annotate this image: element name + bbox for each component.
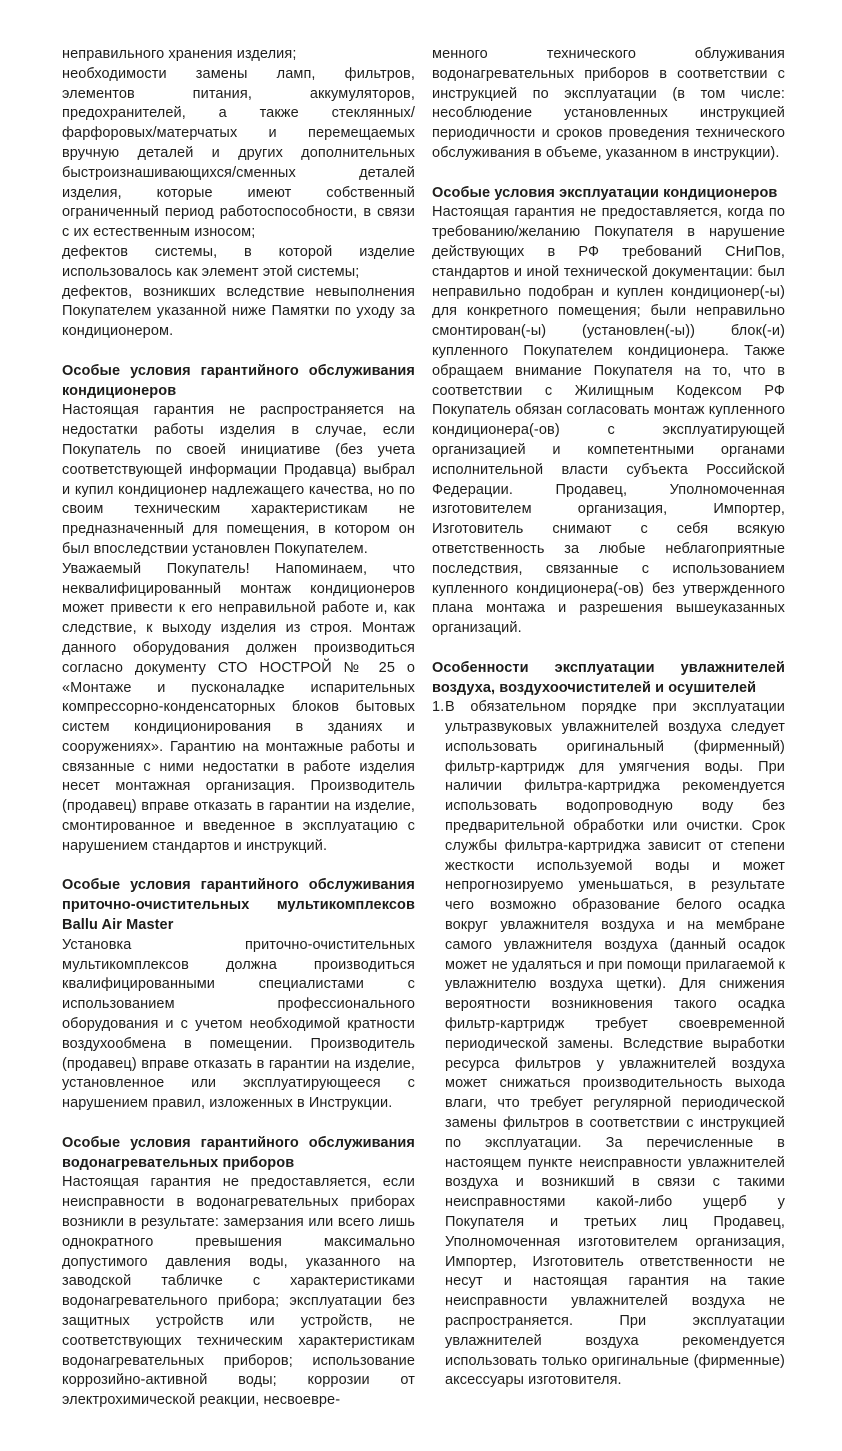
paragraph: Настоящая гарантия не предоставляется, если неисправности в водонагревательных приборах возникли в результате: замерзания или всего лишь однократного превышения максимально допустимого давления воды, указанного на заводской табличке с характеристиками водонагревательного прибора; эксплуатации без защитных устройств или устройств, не соответствующих техническим характеристикам водонагревательных приборов; использование коррозийно-активной воды; коррозии от электрохимической реакции, несвоевре- <box>62 1174 415 1409</box>
right-column <box>432 45 785 1411</box>
section-heading: Особенности эксплуатации увлажнителей воздуха, воздухоочистителей и осушителей <box>432 659 785 696</box>
section-heading: Особые условия гарантийного обслуживания водонагревательных приборов <box>62 1134 415 1171</box>
paragraph: менного технического облуживания водонагревательных приборов в соответствии с инструкцией по эксплуатации (в том числе: несоблюдение установленных инструкцией периодичности и сроков проведения технического обслуживания в объеме, указанном в инструкции). <box>432 46 785 161</box>
section-heading: Особые условия эксплуатации кондиционеров <box>432 184 778 201</box>
left-column <box>62 45 415 1411</box>
list-item: дефектов, возникших вследствие невыполнения Покупателем указанной ниже Памятки по уходу за кондиционером. <box>62 283 415 340</box>
paragraph: Настоящая гарантия не предоставляется, когда по требованию/желанию Покупателя в нарушение действующих в РФ требований СНиПов, стандартов и иной технической документации: был неправильно подобран и куплен кондиционер(-ы) для конкретного помещения; были неправильно смонтирован(-ы) (установлен(-ы)) блок(-и) купленного Покупателем кондиционера. Также обращаем внимание Покупателя на то, что в соответствии с Жилищным Кодексом РФ Покупатель обязан согласовать монтаж купленного кондиционера(-ов) с эксплуатирующей организацией и компетентными органами исполнительной власти субъекта Российской Федерации. Продавец, Уполномоченная изготовителем организация, Импортер, Изготовитель снимают с себя всякую ответственность за любые неблагоприятные последствия, связанные с использованием купленного кондиционера(-ов) без утвержденного плана монтажа и разрешения вышеуказанных организаций. <box>432 204 785 637</box>
list-item: дефектов системы, в которой изделие использовалось как элемент этой системы; <box>62 243 415 280</box>
section-heading: Особые условия гарантийного обслуживания кондиционеров <box>62 362 415 399</box>
list-item: необходимости замены ламп, фильтров, элементов питания, аккумуляторов, предохранителей, а также стеклянных/фарфоровых/матерчатых и перемещаемых вручную деталей и других дополнительных быстроизнашивающихся/сменных деталей изделия, которые имеют собственный ограниченный период работоспособности, в связи с их естественным износом; <box>62 65 415 241</box>
section-heading: Особые условия гарантийного обслуживания приточно-очистительных мультикомплексов Ballu Air Master <box>62 877 415 934</box>
numbered-item <box>432 698 785 1391</box>
list-item: неправильного хранения изделия; <box>62 46 297 62</box>
paragraph: Уважаемый Покупатель! Напоминаем, что неквалифицированный монтаж кондиционеров может привести к его неправильной работе и, как следствие, к выходу изделия из строя. Монтаж данного оборудования должен производиться согласно документу СТО НОСТРОЙ № 25 о «Монтаже и пусконаладке испарительных компрессорно-конденсаторных блоков бытовых систем кондиционирования в зданиях и сооружениях». Гарантию на монтажные работы и связанные с ними недостатки в работе изделия несет монтажная организация. Производитель (продавец) вправе отказать в гарантии на изделие, смонтированное и введенное в эксплуатацию с нарушением стандартов и инструкций. <box>62 560 415 854</box>
item-text: В обязательном порядке при эксплуатации ультразвуковых увлажнителей воздуха следует использовать оригинальный (фирменный) фильтр-картридж для умягчения воды. При наличии фильтра-картриджа рекомендуется использовать водопроводную воду без предварительной обработки или очистки. Срок службы фильтра-картриджа зависит от степени жесткости используемой воды и может непрогнозируемо уменьшаться, в результате чего возможно образование белого осадка вокруг увлажнителя воздуха и на мембране самого увлажнителя воздуха (данный осадок может не удаляться и при помощи прилагаемой к увлажнителю воздуха щетки). Для снижения вероятности возникновения такого осадка фильтр-картридж требует своевременной периодической замены. Вследствие выработки ресурса фильтров у увлажнителей воздуха может снижаться производительность выхода влаги, что требует регулярной периодической замены фильтров в соответствии с инструкцией по эксплуатации. За перечисленные в настоящем пункте неисправности увлажнителей воздуха и возникший в связи с такими неисправностями какой-либо ущерб у Покупателя и третьих лиц Продавец, Уполномоченная изготовителем организация, Импортер, Изготовитель ответственности не несут и настоящая гарантия на такие неисправности увлажнителей воздуха не распространяется. При эксплуатации увлажнителей воздуха рекомендуется использовать только оригинальные (фирменные) аксессуары изготовителя. <box>445 699 785 1389</box>
paragraph: Настоящая гарантия не распространяется на недостатки работы изделия в случае, если Покупатель по своей инициативе (без учета соответствующей информации Продавца) выбрал и купил кондиционер надлежащего качества, но по своим техническим характеристикам не предназначенный для помещения, в котором он был впоследствии установлен Покупателем. <box>62 402 415 557</box>
paragraph: Установка приточно-очистительных мультикомплексов должна производиться квалифицированными специалистами с использованием профессионального оборудования и с учетом необходимой кратности воздухообмена в помещении. Производитель (продавец) вправе отказать в гарантии на изделие, установленное или эксплуатирующееся с нарушением правил, изложенных в Инструкции. <box>62 936 415 1112</box>
item-number: 1. <box>432 699 445 716</box>
